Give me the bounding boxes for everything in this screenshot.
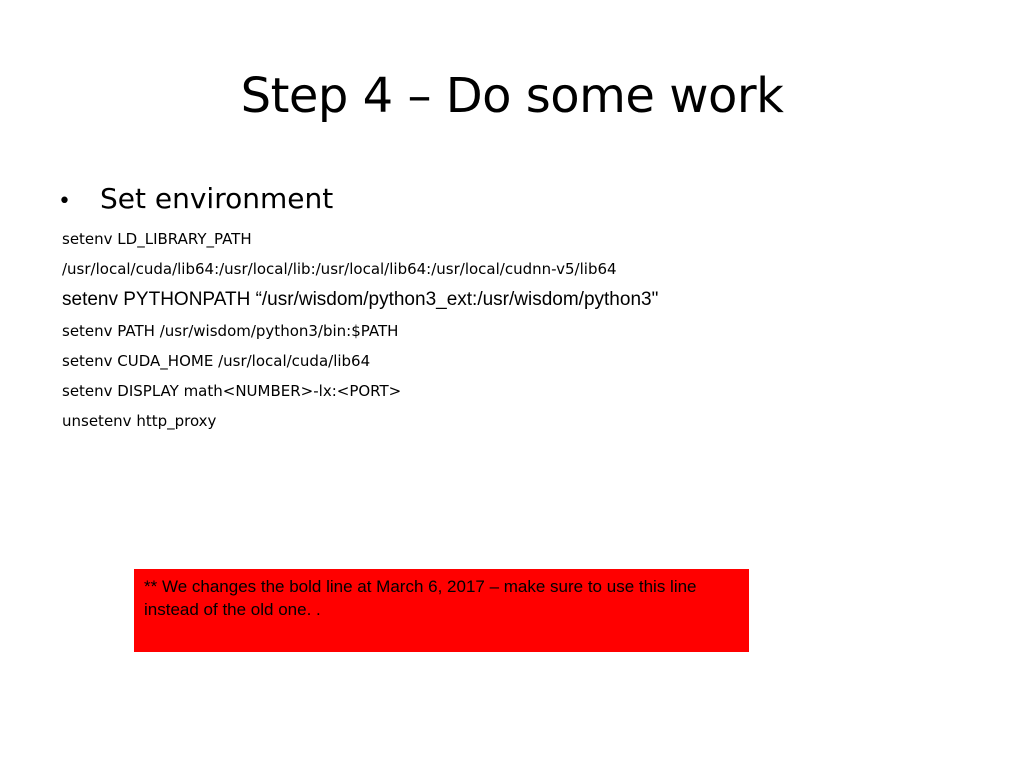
command-line-path: setenv PATH /usr/wisdom/python3/bin:$PATH [62, 322, 399, 340]
command-lines [62, 224, 962, 436]
bullet-marker: • [58, 189, 71, 214]
command-line-cuda-home: setenv CUDA_HOME /usr/local/cuda/lib64 [62, 352, 371, 370]
bullet-item [58, 180, 333, 218]
bullet-text: Set environment [100, 182, 334, 215]
slide-title: Step 4 – Do some work [240, 68, 784, 124]
warning-note-box: ** We changes the bold line at March 6, 2017 – make sure to use this line instead of the old one. . [134, 569, 749, 652]
command-line-ld-library-path-value: /usr/local/cuda/lib64:/usr/local/lib:/usr/local/lib64:/usr/local/cudnn-v5/lib64 [62, 260, 617, 278]
command-line-display: setenv DISPLAY math<NUMBER>-lx:<PORT> [62, 382, 402, 400]
command-line-unset-proxy: unsetenv http_proxy [62, 412, 217, 430]
command-line-ld-library-path: setenv LD_LIBRARY_PATH [62, 230, 252, 248]
command-line-pythonpath: setenv PYTHONPATH “/usr/wisdom/python3_ext:/usr/wisdom/python3" [62, 289, 659, 310]
